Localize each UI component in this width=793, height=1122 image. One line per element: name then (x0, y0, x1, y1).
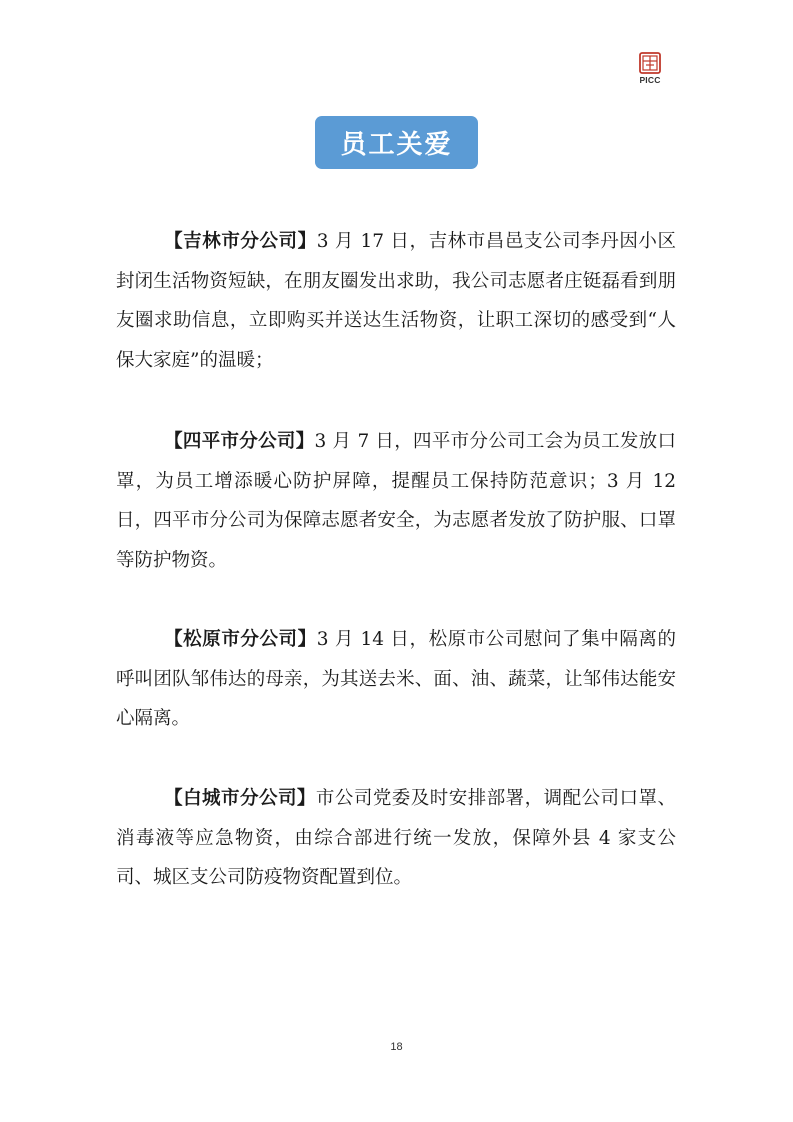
paragraph-tag: 【白城市分公司】 (164, 788, 316, 809)
page-number: 18 (390, 1041, 403, 1053)
section-title-box (315, 116, 478, 169)
paragraph-tag: 【四平市分公司】 (164, 431, 315, 452)
paragraph-tag: 【松原市分公司】 (164, 629, 317, 650)
paragraph-text: 市公司党委及时安排部署，调配公司口罩、消毒液等应急物资，由综合部进行统一发放，保障外县 4 家支公司、城区支公司防疫物资配置到位。 (116, 788, 676, 888)
company-logo (636, 52, 664, 85)
logo-text: PICC (639, 75, 661, 85)
paragraph-siping (116, 422, 676, 580)
paragraph-tag: 【吉林市分公司】 (164, 231, 317, 252)
paragraph-jilin (116, 222, 676, 380)
paragraph-songyuan (116, 620, 676, 739)
picc-seal-icon (639, 52, 661, 74)
section-title: 员工关爱 (340, 130, 453, 160)
paragraph-text: 3 月 7 日，四平市分公司工会为员工发放口罩，为员工增添暖心防护屏障，提醒员工保持防范意识；3 月 12 日，四平市分公司为保障志愿者安全，为志愿者发放了防护服、口罩等防护物资。 (116, 431, 676, 571)
paragraph-baicheng (116, 779, 676, 898)
paragraph-text: 3 月 17 日，吉林市昌邑支公司李丹因小区封闭生活物资短缺，在朋友圈发出求助，我公司志愿者庄铤磊看到朋友圈求助信息，立即购买并送达生活物资，让职工深切的感受到“人保大家庭”的温暖； (116, 231, 676, 371)
paragraph-text: 3 月 14 日，松原市公司慰问了集中隔离的呼叫团队邹伟达的母亲，为其送去米、面、油、蔬菜，让邹伟达能安心隔离。 (116, 629, 676, 729)
